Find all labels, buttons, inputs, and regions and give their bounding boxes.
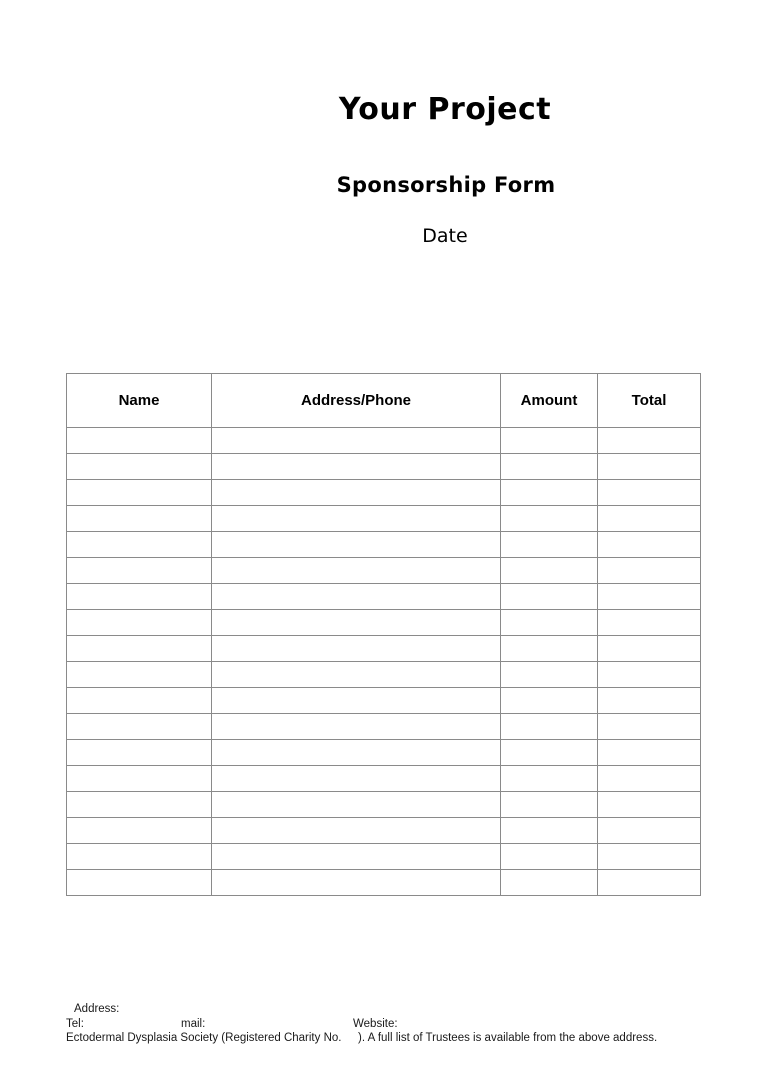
table-row [67, 506, 701, 532]
sponsorship-table [66, 373, 701, 896]
cell-total[interactable] [598, 610, 701, 636]
table-row [67, 636, 701, 662]
cell-name[interactable] [67, 480, 212, 506]
cell-address-phone[interactable] [212, 688, 501, 714]
cell-address-phone[interactable] [212, 584, 501, 610]
cell-address-phone[interactable] [212, 506, 501, 532]
cell-name[interactable] [67, 610, 212, 636]
cell-total[interactable] [598, 454, 701, 480]
cell-address-phone[interactable] [212, 428, 501, 454]
column-header-name: Name [67, 374, 212, 428]
cell-amount[interactable] [501, 506, 598, 532]
table-row [67, 662, 701, 688]
table-row [67, 870, 701, 896]
cell-name[interactable] [67, 870, 212, 896]
cell-total[interactable] [598, 714, 701, 740]
footer-charity-text: Ectodermal Dysplasia Society (Registered Charity No. [66, 1032, 342, 1044]
cell-total[interactable] [598, 766, 701, 792]
table-row [67, 610, 701, 636]
table-body [67, 428, 701, 896]
table-row [67, 766, 701, 792]
cell-total[interactable] [598, 636, 701, 662]
table-row [67, 558, 701, 584]
table-header [67, 374, 701, 428]
cell-amount[interactable] [501, 792, 598, 818]
cell-address-phone[interactable] [212, 662, 501, 688]
cell-name[interactable] [67, 506, 212, 532]
cell-amount[interactable] [501, 714, 598, 740]
cell-amount[interactable] [501, 584, 598, 610]
table-header-row [67, 374, 701, 428]
cell-address-phone[interactable] [212, 558, 501, 584]
cell-total[interactable] [598, 792, 701, 818]
cell-total[interactable] [598, 688, 701, 714]
table-row [67, 532, 701, 558]
column-header-amount: Amount [501, 374, 598, 428]
table-row [67, 792, 701, 818]
cell-total[interactable] [598, 662, 701, 688]
footer-trustee-text: ). A full list of Trustees is available from the above address. [358, 1032, 658, 1044]
cell-amount[interactable] [501, 428, 598, 454]
table-row [67, 584, 701, 610]
cell-name[interactable] [67, 428, 212, 454]
cell-amount[interactable] [501, 818, 598, 844]
cell-total[interactable] [598, 870, 701, 896]
cell-name[interactable] [67, 688, 212, 714]
footer-website-label: Website: [353, 1017, 398, 1030]
cell-amount[interactable] [501, 610, 598, 636]
cell-name[interactable] [67, 636, 212, 662]
column-header-total: Total [598, 374, 701, 428]
cell-address-phone[interactable] [212, 844, 501, 870]
cell-total[interactable] [598, 584, 701, 610]
footer-row-charity [66, 1031, 706, 1046]
cell-amount[interactable] [501, 454, 598, 480]
cell-address-phone[interactable] [212, 610, 501, 636]
column-header-address-phone: Address/Phone [212, 374, 501, 428]
table-row [67, 714, 701, 740]
cell-total[interactable] [598, 480, 701, 506]
cell-name[interactable] [67, 844, 212, 870]
footer-address-label: Address: [74, 1003, 120, 1015]
page-title: Your Project [338, 92, 552, 127]
cell-total[interactable] [598, 558, 701, 584]
cell-amount[interactable] [501, 480, 598, 506]
footer-mail-label: mail: [181, 1017, 206, 1030]
cell-amount[interactable] [501, 662, 598, 688]
footer-tel-label: Tel: [66, 1017, 84, 1030]
table-row [67, 740, 701, 766]
table-row [67, 428, 701, 454]
cell-name[interactable] [67, 792, 212, 818]
cell-total[interactable] [598, 844, 701, 870]
table-row [67, 480, 701, 506]
cell-address-phone[interactable] [212, 480, 501, 506]
footer-row-contact [66, 1017, 706, 1032]
footer-row-address [66, 1002, 706, 1017]
table-row [67, 688, 701, 714]
cell-total[interactable] [598, 818, 701, 844]
table-row [67, 818, 701, 844]
cell-name[interactable] [67, 558, 212, 584]
cell-address-phone[interactable] [212, 636, 501, 662]
cell-address-phone[interactable] [212, 792, 501, 818]
table-row [67, 454, 701, 480]
cell-amount[interactable] [501, 636, 598, 662]
cell-name[interactable] [67, 740, 212, 766]
cell-total[interactable] [598, 532, 701, 558]
cell-name[interactable] [67, 584, 212, 610]
cell-total[interactable] [598, 506, 701, 532]
cell-address-phone[interactable] [212, 818, 501, 844]
cell-name[interactable] [67, 662, 212, 688]
cell-name[interactable] [67, 714, 212, 740]
cell-name[interactable] [67, 454, 212, 480]
cell-amount[interactable] [501, 532, 598, 558]
cell-amount[interactable] [501, 844, 598, 870]
cell-name[interactable] [67, 532, 212, 558]
cell-total[interactable] [598, 740, 701, 766]
cell-amount[interactable] [501, 688, 598, 714]
cell-address-phone[interactable] [212, 740, 501, 766]
date-label: Date [422, 225, 468, 247]
cell-address-phone[interactable] [212, 454, 501, 480]
cell-address-phone[interactable] [212, 870, 501, 896]
table-row [67, 844, 701, 870]
cell-total[interactable] [598, 428, 701, 454]
cell-address-phone[interactable] [212, 714, 501, 740]
cell-address-phone[interactable] [212, 532, 501, 558]
cell-address-phone[interactable] [212, 766, 501, 792]
cell-amount[interactable] [501, 740, 598, 766]
cell-amount[interactable] [501, 870, 598, 896]
form-subtitle: Sponsorship Form [336, 173, 556, 197]
footer [66, 1002, 706, 1046]
cell-name[interactable] [67, 766, 212, 792]
cell-amount[interactable] [501, 766, 598, 792]
cell-amount[interactable] [501, 558, 598, 584]
cell-name[interactable] [67, 818, 212, 844]
